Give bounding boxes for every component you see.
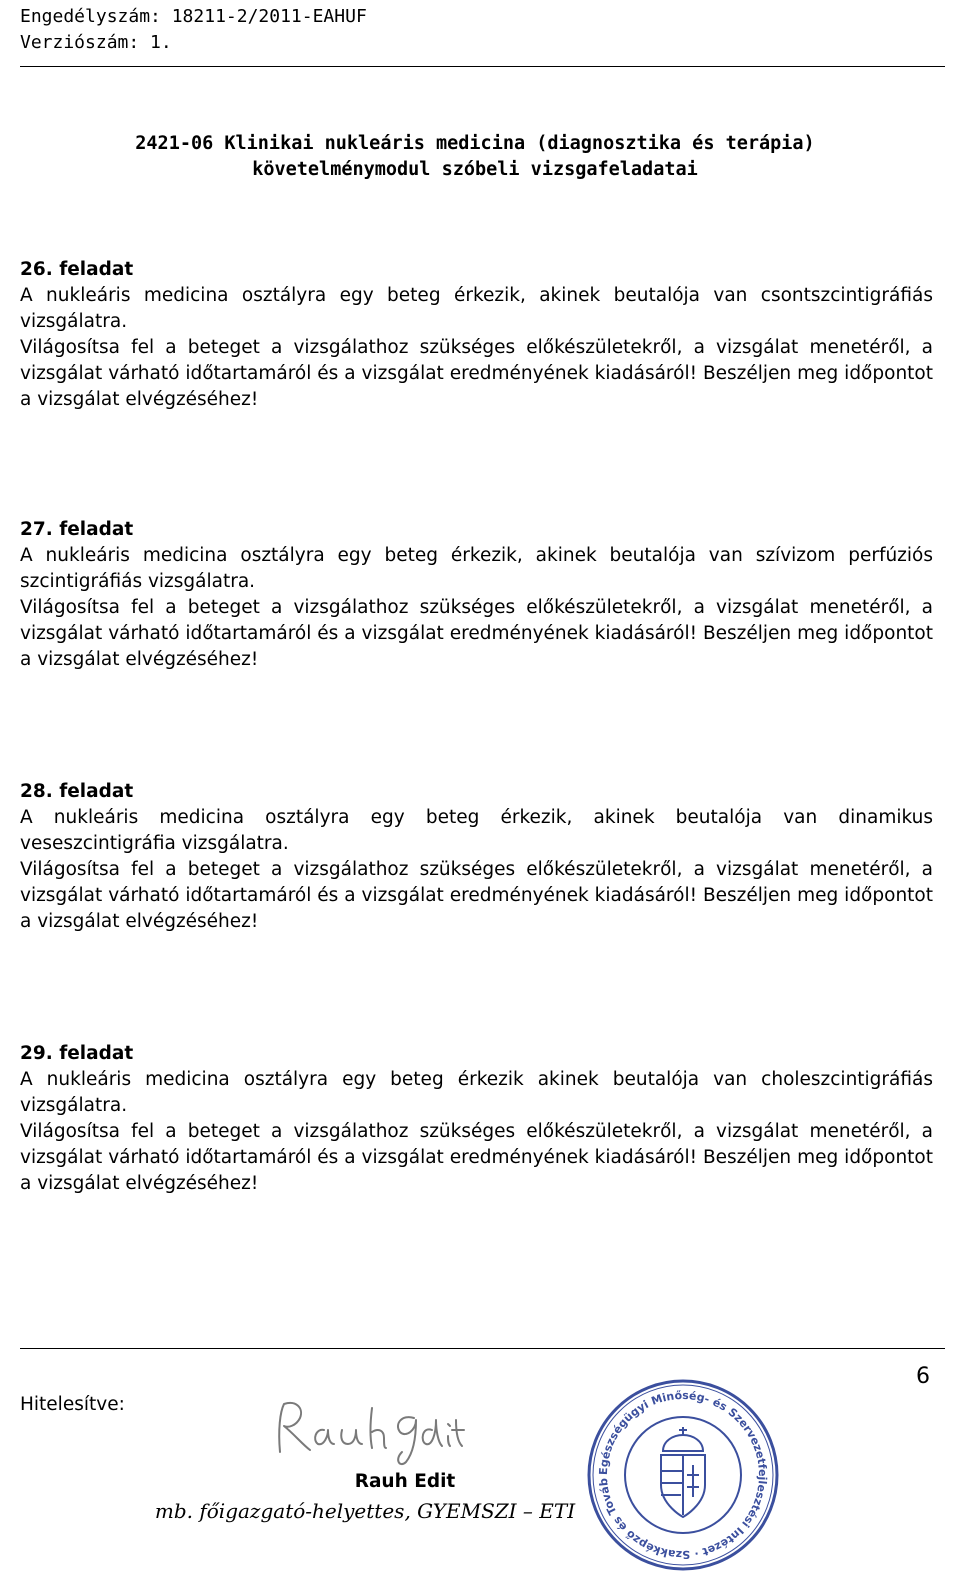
task-29 (20, 1041, 933, 1197)
task-27 (20, 517, 933, 673)
task-instruction: Világosítsa fel a beteget a vizsgálathoz szükséges előkészületekről, a vizsgálat menetéről, a vizsgálat várható időtartamáról és a vizsgálat eredményének kiadásáról! Beszéljen meg időpontot a vizsgálat elvégzéséhez! (20, 859, 933, 932)
title-line-1: 2421-06 Klinikai nukleáris medicina (diagnosztika és terápia) (135, 133, 815, 154)
license-number: Engedélyszám: 18211-2/2011-EAHUF (20, 6, 367, 27)
signer-role: mb. főigazgató-helyettes, GYEMSZI – ETI (154, 1499, 576, 1523)
task-28 (20, 779, 933, 935)
title-line-2: követelménymodul szóbeli vizsgafeladatai (252, 159, 698, 180)
task-instruction: Világosítsa fel a beteget a vizsgálathoz szükséges előkészületekről, a vizsgálat menetéről, a vizsgálat várható időtartamáról és a vizsgálat eredményének kiadásáról! Beszéljen meg időpontot a vizsgálat elvégzéséhez! (20, 337, 933, 410)
task-26 (20, 257, 933, 413)
task-heading: 27. feladat (20, 519, 134, 540)
task-heading: 26. feladat (20, 259, 134, 280)
task-scenario: A nukleáris medicina osztályra egy beteg érkezik, akinek beutalója van csontszcintigráfiás vizsgálatra. (20, 285, 933, 332)
authentication-label: Hitelesítve: (20, 1394, 125, 1415)
handwritten-signature (262, 1390, 472, 1475)
task-scenario: A nukleáris medicina osztályra egy beteg érkezik akinek beutalója van choleszcintigráfiás vizsgálatra. (20, 1069, 933, 1116)
task-scenario: A nukleáris medicina osztályra egy beteg érkezik, akinek beutalója van szívizom perfúziós szcintigráfiás vizsgálatra. (20, 545, 933, 592)
task-heading: 28. feladat (20, 781, 134, 802)
task-instruction: Világosítsa fel a beteget a vizsgálathoz szükséges előkészületekről, a vizsgálat menetéről, a vizsgálat várható időtartamáról és a vizsgálat eredményének kiadásáról! Beszéljen meg időpontot a vizsgálat elvégzéséhez! (20, 1121, 933, 1194)
version-number: Verziószám: 1. (20, 32, 172, 53)
svg-text:Egészségügyi Minőség- és Szerv: Egészségügyi Minőség- és Szervezetfejlesztési Intézet · Szakképző és Továb (596, 1388, 770, 1562)
task-scenario: A nukleáris medicina osztályra egy beteg érkezik, akinek beutalója van dinamikus veseszcintigráfia vizsgálatra. (20, 807, 933, 854)
signer-name: Rauh Edit (354, 1471, 456, 1492)
document-header (20, 4, 367, 56)
task-instruction: Világosítsa fel a beteget a vizsgálathoz szükséges előkészületekről, a vizsgálat menetéről, a vizsgálat várható időtartamáról és a vizsgálat eredményének kiadásáról! Beszéljen meg időpontot a vizsgálat elvégzéséhez! (20, 597, 933, 670)
document-title (0, 131, 950, 183)
page-number: 6 (916, 1364, 930, 1389)
footer-divider (20, 1348, 945, 1349)
header-divider (20, 66, 945, 67)
official-seal-stamp (583, 1375, 783, 1580)
task-heading: 29. feladat (20, 1043, 134, 1064)
